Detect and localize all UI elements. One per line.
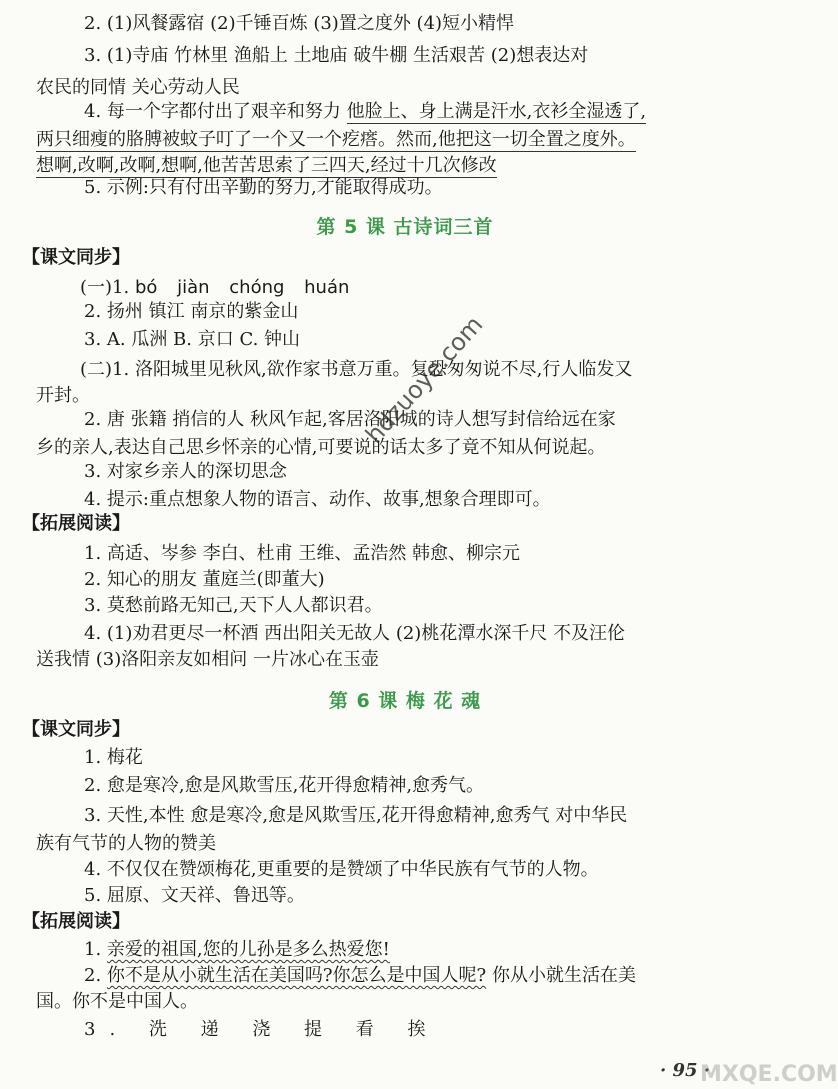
answer-line: 2. (1)风餐露宿 (2)千锤百炼 (3)置之度外 (4)短小精悍 [84, 13, 515, 34]
answer-line: 3. 对家乡亲人的深切思念 [84, 461, 287, 482]
answer-line: 农民的同情 关心劳动人民 [36, 77, 240, 98]
answer-line [84, 938, 390, 962]
answer-line: 送我情 (3)洛阳亲友如相问 一片冰心在玉壶 [36, 649, 379, 670]
answer-line: 开封。 [36, 385, 90, 406]
answer-line: 2. 唐 张籍 捎信的人 秋风乍起,客居洛阳城的诗人想写封信给远在家 [84, 409, 616, 430]
lesson-heading: 第 6 课 梅 花 魂 [328, 690, 482, 712]
answer-line: 3. (1)寺庙 竹林里 渔船上 土地庙 破牛棚 生活艰苦 (2)想表达对 [84, 45, 589, 66]
answer-line: 国。你不是中国人。 [36, 991, 198, 1012]
pinyin-answer: bó jiàn chóng huán [134, 277, 350, 298]
answer-line: 3. A. 瓜洲 B. 京口 C. 钟山 [84, 329, 301, 350]
lesson-heading: 第 5 课 古诗词三首 [316, 216, 494, 238]
section-label: 【课文同步】 [22, 719, 130, 740]
answer-line: 族有气节的人物的赞美 [36, 833, 216, 854]
answer-text: 2. [84, 965, 107, 986]
answer-line [84, 100, 646, 124]
answer-line: 4. 不仅仅在赞颂梅花,更重要的是赞颂了中华民族有气节的人物。 [84, 859, 599, 880]
answer-text: 4. 每一个字都付出了艰辛和努力 [84, 101, 347, 122]
answer-line: 1. 梅花 [84, 747, 143, 768]
answer-line [36, 128, 636, 152]
answer-line: 1. 高适、岑参 李白、杜甫 王维、孟浩然 韩愈、柳宗元 [84, 543, 521, 564]
answer-line [36, 154, 497, 178]
answer-line [84, 964, 636, 988]
site-watermark: MXQE.COM [700, 1062, 838, 1087]
underlined-answer: 想啊,改啊,改啊,想啊,他苦苦思索了三四天,经过十几次修改 [36, 155, 497, 176]
wavy-underlined-answer: 亲爱的祖国,您的儿孙是多么热爱您! [106, 939, 390, 960]
section-label: 【拓展阅读】 [22, 911, 130, 932]
answer-text: 1. [84, 939, 107, 960]
answer-line: 2. 知心的朋友 董庭兰(即董大) [84, 569, 325, 590]
answer-line: 3. 莫愁前路无知己,天下人人都识君。 [84, 595, 383, 616]
answer-text: (一)1. [80, 277, 130, 298]
answer-line [80, 276, 349, 300]
wavy-underlined-answer: 你不是从小就生活在美国吗?你怎么是中国人呢? [106, 965, 487, 986]
underlined-answer: 他脸上、身上满是汗水,衣衫全湿透了, [346, 101, 647, 122]
answer-line: 5. 屈原、文天祥、鲁迅等。 [84, 885, 305, 906]
section-label: 【课文同步】 [22, 247, 130, 268]
answer-line: 2. 愈是寒冷,愈是风欺雪压,花开得愈精神,愈秀气。 [84, 775, 485, 796]
answer-line: 乡的亲人,表达自己思乡怀亲的心情,可要说的话太多了竟不知从何说起。 [36, 437, 606, 458]
answer-line: 5. 示例:只有付出辛勤的努力,才能取得成功。 [84, 177, 443, 198]
watermark-text: hdzuoye.com [360, 310, 489, 449]
answer-line: 3. 天性,本性 愈是寒冷,愈是风欺雪压,花开得愈精神,愈秀气 对中华民 [84, 805, 628, 826]
page-number: · 95 · [660, 1060, 711, 1081]
answer-text: 你从小就生活在美 [486, 965, 636, 986]
answer-line: 3. 洗 递 浇 提 看 挨 [84, 1019, 440, 1040]
answer-line: 4. (1)劝君更尽一杯酒 西出阳关无故人 (2)桃花潭水深千尺 不及汪伦 [84, 623, 626, 644]
section-label: 【拓展阅读】 [22, 513, 130, 534]
answer-line: 2. 扬州 镇江 南京的紫金山 [84, 301, 299, 322]
underlined-answer: 两只细瘦的胳膊被蚊子叮了一个又一个疙瘩。然而,他把这一切全置之度外。 [36, 129, 636, 150]
answer-line: (二)1. 洛阳城里见秋风,欲作家书意万重。复恐匆匆说不尽,行人临发又 [80, 359, 633, 380]
answer-line: 4. 提示:重点想象人物的语言、动作、故事,想象合理即可。 [84, 489, 551, 510]
